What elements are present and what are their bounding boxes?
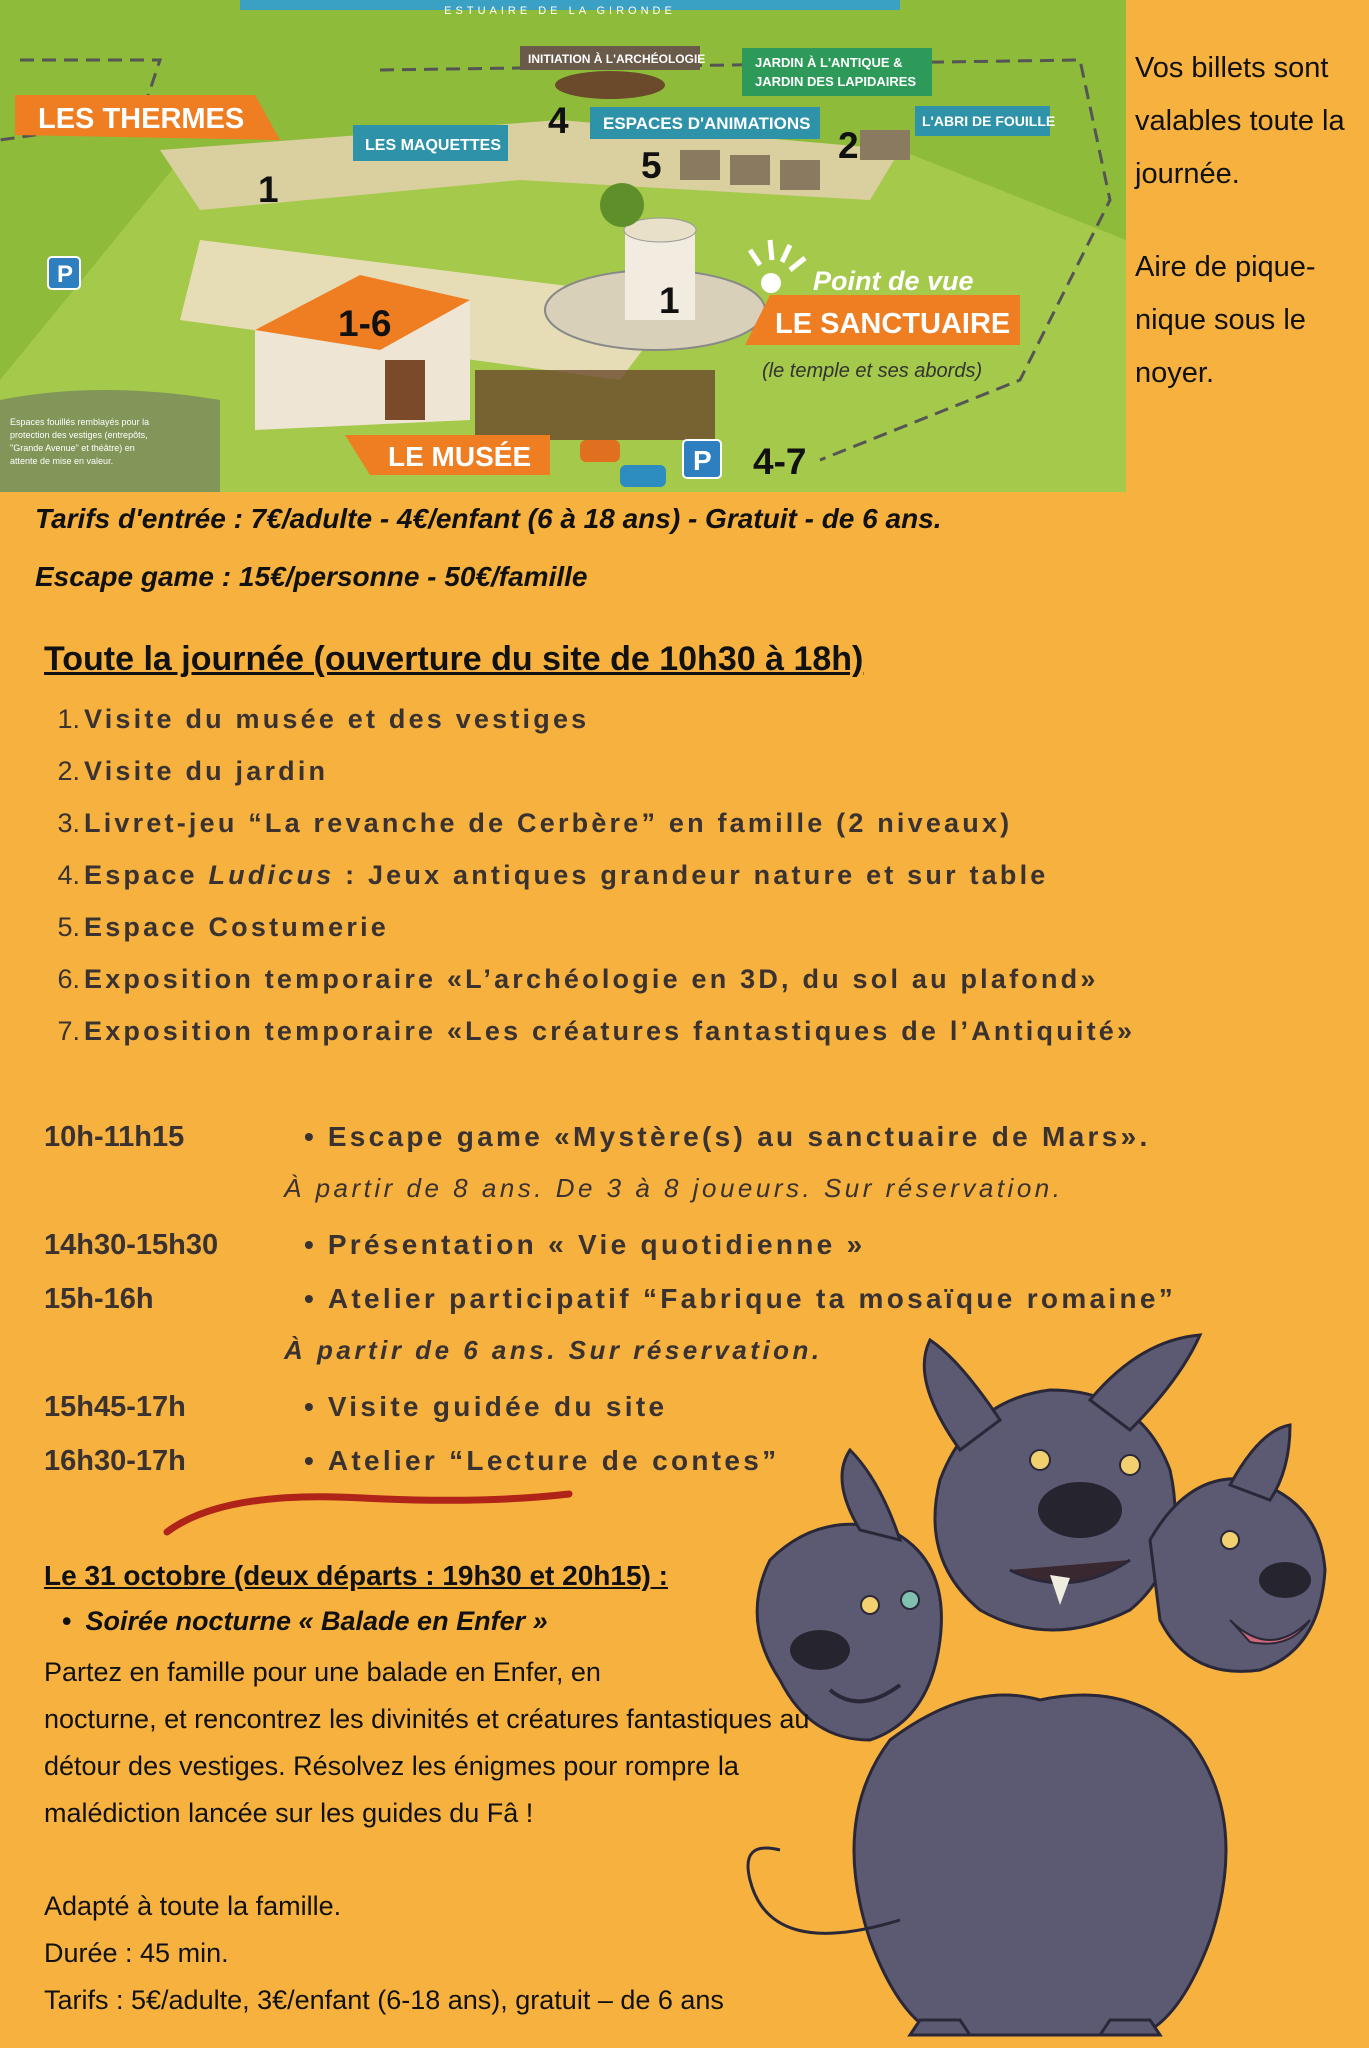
map-number: 4-7 <box>753 441 807 482</box>
schedule-row: 15h-16h • Atelier participatif “Fabrique ta mosaïque romaine” <box>44 1283 1177 1315</box>
map-number: 4 <box>548 100 569 141</box>
schedule-time: 14h30-15h30 <box>44 1229 219 1261</box>
entry-prices: Tarifs d'entrée : 7€/adulte - 4€/enfant (6 à 18 ans) - Gratuit - de 6 ans. <box>35 503 942 534</box>
list-item: 5. Espace Costumerie <box>57 912 390 942</box>
list-item: 3. Livret-jeu “La revanche de Cerbère” en famille (2 niveaux) <box>57 808 1013 838</box>
label-sanctuaire: LE SANCTUAIRE <box>775 308 1011 340</box>
schedule-time: 15h45-17h <box>44 1391 186 1423</box>
schedule-row: 14h30-15h30 • Présentation « Vie quotidienne » <box>44 1229 866 1261</box>
label-espaces: ESPACES D'ANIMATIONS <box>603 114 811 133</box>
label-thermes: LES THERMES <box>38 103 245 135</box>
label-jardin-2: JARDIN DES LAPIDAIRES <box>755 74 917 89</box>
decorative-swoosh <box>163 1480 583 1540</box>
list-item: 7. Exposition temporaire «Les créatures fantastiques de l’Antiquité» <box>57 1016 1136 1046</box>
october-info-line: Adapté à toute la famille. <box>44 1891 342 1921</box>
october-desc-line: détour des vestiges. Résolvez les énigmes pour rompre la <box>44 1751 739 1781</box>
map-note: Espaces fouillés remblayés pour la protection des vestiges (entrepôts, "Grande Avenue" et théâtre) en attente de mise en valeur. <box>10 417 150 466</box>
map-number: 1-6 <box>338 303 392 344</box>
label-point-de-vue: Point de vue <box>813 266 974 296</box>
schedule-time: 16h30-17h <box>44 1445 186 1477</box>
october-title: Le 31 octobre (deux départs : 19h30 et 20h15) : <box>44 1560 668 1591</box>
site-map <box>0 0 1126 492</box>
schedule-note: À partir de 8 ans. De 3 à 8 joueurs. Sur réservation. <box>284 1173 1064 1203</box>
schedule-note: À partir de 6 ans. Sur réservation. <box>284 1335 823 1365</box>
list-item: 2. Visite du jardin <box>57 756 329 786</box>
schedule-row: 16h30-17h • Atelier “Lecture de contes” <box>44 1445 780 1477</box>
side-info <box>1135 42 1365 440</box>
all-day-title: Toute la journée (ouverture du site de 10h30 à 18h) <box>44 640 864 678</box>
map-number: 1 <box>659 280 680 321</box>
map-number: 1 <box>258 169 279 210</box>
schedule-activity: Escape game «Mystère(s) au sanctuaire de Mars». <box>327 1121 1151 1152</box>
schedule-time: 10h-11h15 <box>44 1121 185 1153</box>
label-maquettes: LES MAQUETTES <box>365 137 502 154</box>
all-day-list <box>44 698 1135 1062</box>
october-event: • Soirée nocturne « Balade en Enfer » <box>62 1606 548 1636</box>
label-abri: L'ABRI DE FOUILLE <box>922 113 1056 129</box>
map-header: ESTUAIRE DE LA GIRONDE <box>444 5 676 17</box>
october-desc-line: Partez en famille pour une balade en Enfer, en <box>44 1657 601 1687</box>
schedule-row: 15h45-17h • Visite guidée du site <box>44 1391 668 1423</box>
label-jardin-1: JARDIN À L'ANTIQUE & <box>755 55 903 70</box>
schedule-time: 15h-16h <box>44 1283 154 1315</box>
schedule-activity: Atelier “Lecture de contes” <box>327 1445 780 1476</box>
schedule-row: 10h-11h15 • Escape game «Mystère(s) au sanctuaire de Mars». <box>44 1121 1151 1153</box>
map-number: 5 <box>641 145 662 186</box>
label-musee: LE MUSÉE <box>388 441 532 472</box>
parking-icon: P <box>693 445 712 476</box>
october-desc-line: nocturne, et rencontrez les divinités et créatures fantastiques au <box>44 1704 810 1734</box>
october-info-line: Tarifs : 5€/adulte, 3€/enfant (6-18 ans), gratuit – de 6 ans <box>44 1985 724 2015</box>
october-section <box>44 1560 864 2024</box>
label-initiation: INITIATION À L'ARCHÉOLOGIE <box>528 52 706 66</box>
schedule-activity: Atelier participatif “Fabrique ta mosaïque romaine” <box>327 1283 1177 1314</box>
schedule-note-row <box>44 1169 1244 1223</box>
picnic-note: Aire de pique-nique sous le noyer. <box>1135 251 1316 389</box>
escape-prices: Escape game : 15€/personne - 50€/famille <box>35 561 588 592</box>
list-item: 6. Exposition temporaire «L’archéologie en 3D, du sol au plafond» <box>57 964 1099 994</box>
list-item: 1. Visite du musée et des vestiges <box>57 704 590 734</box>
schedule-activity: Présentation « Vie quotidienne » <box>327 1229 866 1260</box>
map-number: 2 <box>838 125 859 166</box>
schedule-activity: Visite guidée du site <box>327 1391 668 1422</box>
parking-icon: P <box>57 261 74 288</box>
tickets-note: Vos billets sont valables toute la journée. <box>1135 52 1345 190</box>
october-info-line: Durée : 45 min. <box>44 1938 229 1968</box>
list-item: 4. Espace Ludicus : Jeux antiques grandeur nature et sur table <box>57 860 1049 890</box>
label-sanctuaire-sub: (le temple et ses abords) <box>762 360 983 382</box>
october-desc-line: malédiction lancée sur les guides du Fâ ! <box>44 1798 534 1828</box>
